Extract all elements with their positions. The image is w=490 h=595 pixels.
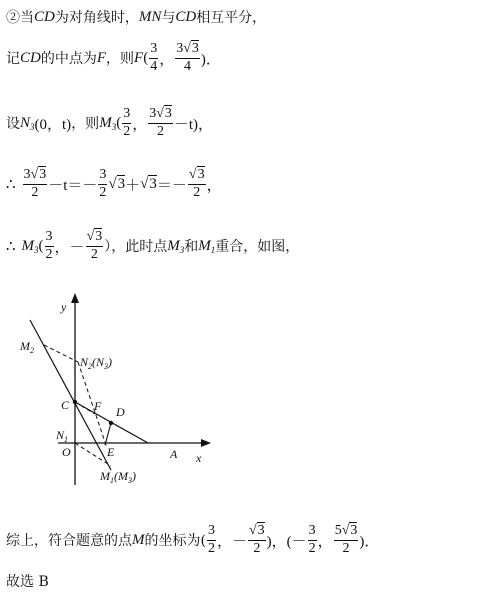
point-m3: $M_3$ — [99, 114, 117, 132]
label-m1-m3: $M_1(M_3)$ — [100, 469, 136, 485]
point-m1: $M_1$ — [198, 237, 216, 255]
label-d: D — [116, 405, 125, 419]
line5-end: 重合，如图， — [215, 239, 300, 255]
text-line-4: ∴ $\frac{3√ 3}{2}$ －t＝－ $\frac{3}{2}$ √ 3 ＋ √ 3 ＝－ √ $\frac{3}{2}$ ， — [6, 162, 222, 206]
fraction: $\frac{3}{2}$ — [123, 105, 131, 139]
fraction: $\frac{3√ 3}{4}$ — [175, 42, 200, 74]
line1-mid: 为对角线时， — [54, 10, 139, 26]
segment-cd-2: CD — [175, 8, 197, 25]
text-line-1 — [6, 4, 266, 30]
label-a: A — [170, 447, 178, 461]
fraction: $\frac{5√ 3}{2}$ — [334, 524, 359, 556]
answer-text: 故选 B — [6, 574, 49, 590]
line4-eq: ＝－ — [156, 177, 187, 194]
line1-end: 相互平分， — [196, 10, 267, 26]
n3-args: (0，t) — [34, 116, 72, 133]
x-label: x — [196, 451, 202, 465]
line5-text: ），此时点 — [104, 239, 168, 255]
text-line-7 — [6, 570, 49, 592]
dash-m2-n2 — [44, 345, 78, 362]
line6-mid: 的坐标为( — [144, 533, 206, 549]
label-n1: $N_1$ — [56, 428, 69, 444]
fraction: $\frac{3√ 3}{2}$ — [23, 168, 48, 200]
point-n3: $N_3$ — [20, 114, 35, 132]
x-axis-arrow — [201, 439, 211, 447]
fraction: $\frac{3}{4}$ — [150, 40, 158, 74]
point-m: M — [132, 531, 145, 548]
segment-mn: MN — [138, 8, 162, 25]
fraction: $\frac{3}{2}$ — [308, 522, 316, 556]
dash-o-m1 — [75, 443, 111, 466]
fraction: $\frac{3}{2}$ — [99, 166, 107, 200]
label-n2-n3: $N_2(N_3)$ — [80, 355, 113, 371]
point-f: F — [96, 49, 107, 66]
line2-prefix: 记 — [6, 51, 20, 67]
fraction: √ $\frac{3}{2}$ — [248, 524, 266, 556]
fraction: $\frac{3}{2}$ — [45, 228, 53, 262]
therefore-symbol: ∴ — [6, 176, 16, 193]
point-m3-3: $M_3$ — [167, 237, 185, 255]
fraction: √ $\frac{3}{2}$ — [188, 168, 206, 200]
y-label: y — [61, 300, 67, 314]
point-c-dot — [73, 400, 77, 404]
text-line-2: 记 CD 的中点为 F ，则 F ( $\frac{3}{4}$ ， $\frac{3√ 3}{4}$ )． — [6, 38, 221, 78]
fraction: √ $\frac{3}{2}$ — [86, 230, 104, 262]
label-e: E — [107, 445, 115, 459]
label-c: C — [61, 398, 70, 412]
line4-mid: －t＝－ — [48, 177, 98, 194]
line1-with: 与 — [161, 10, 176, 26]
label-m2: $M_2$ — [20, 339, 34, 355]
line3-tail: －t)， — [173, 116, 214, 133]
fraction: $\frac{3√ 3}{2}$ — [148, 107, 173, 139]
segment-cd: CD — [34, 8, 55, 25]
point-m3-2: $M_3$ — [21, 237, 39, 255]
line6-prefix: 综上，符合题意的点 — [6, 533, 132, 549]
geometry-figure — [0, 290, 260, 500]
line2-mid: 的中点为 — [40, 51, 97, 67]
line3-then: ，则 — [71, 116, 100, 132]
text-line-3: 设 $N_3$ (0，t) ，则 $M_3$ ( $\frac{3}{2}$ ， $\frac{3√ 3}{2}$ －t)， — [6, 102, 213, 144]
label-o: O — [62, 445, 71, 459]
segment-cd-3: CD — [20, 49, 41, 66]
label-f: F — [94, 399, 102, 413]
line2-then: ，则 — [106, 51, 135, 67]
y-axis-arrow — [71, 293, 79, 303]
point-f-2: F — [134, 49, 144, 66]
text-line-6: 综上，符合题意的点 M 的坐标为( $\frac{3}{2}$ ，－ √ $\frac{3}{2}$ )，(－ $\frac{3}{2}$ ， $\frac{5√ 3}{2}$ )． — [6, 518, 379, 562]
segment-d-e — [105, 423, 111, 445]
fraction: $\frac{3}{2}$ — [207, 522, 215, 556]
therefore-symbol-2: ∴ — [6, 238, 16, 255]
text-line-5: ∴ $M_3$ ( $\frac{3}{2}$ ，－ √ $\frac{3}{2}$ ），此时点 $M_3$ 和 $M_1$ 重合，如图， — [6, 224, 299, 268]
point-d-dot — [109, 421, 113, 425]
line3-prefix: 设 — [6, 116, 20, 132]
line1-prefix: ②当 — [6, 10, 34, 26]
